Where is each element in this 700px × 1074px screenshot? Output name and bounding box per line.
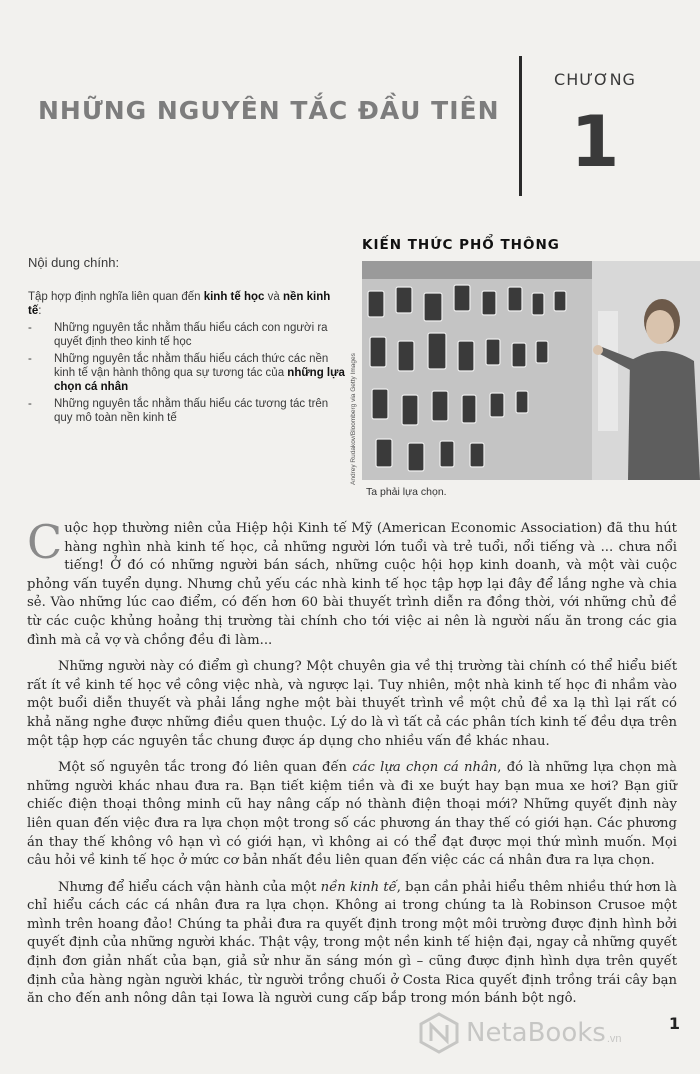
body-text <box>27 515 678 1017</box>
paragraph: Những người này có điểm gì chung? Một chuyên gia về thị trường tài chính có thể hiểu biết rất ít về kinh tế học về công việc nhà, và ngược lại. Tuy nhiên, một nhà kinh tế học đi nhầm vào một buổi diễn thuyết và phải lắng nghe một bài thuyết trình về một chủ đề xa lạ thì lại rất có khả năng nghe được những điều quen thuộc. Lý do là vì tất cả các phân tích kinh tế đều dựa trên một tập hợp các nguyên tắc chung được áp dụng cho nhiều vấn đề khác nhau. <box>27 659 677 749</box>
bullet-text: Những nguyên tắc nhằm thấu hiểu cách thức các nền kinh tế vận hành thông qua sự tương tác của <box>54 353 329 379</box>
watermark-suffix: .vn <box>606 1033 622 1045</box>
photo-credit: Andrey Rudakov/Bloomberg via Getty Images <box>350 353 357 485</box>
bullet-bold: những lựa chọn cá nhân <box>54 367 345 393</box>
bullet-text: Những nguyên tắc nhằm thấu hiểu cách con người ra quyết định theo kinh tế học <box>54 322 328 348</box>
paragraph-emphasis: các lựa chọn cá nhân <box>352 760 498 776</box>
key-content-bullet <box>28 321 346 349</box>
bullet-dash: - <box>28 398 32 410</box>
intro-text: Tập hợp định nghĩa liên quan đến <box>28 291 204 303</box>
page-number: 1 <box>668 1014 680 1033</box>
bullet-dash: - <box>28 322 32 334</box>
key-content-bullet <box>28 352 346 394</box>
chapter-title: NHỮNG NGUYÊN TẮC ĐẦU TIÊN <box>38 96 500 125</box>
paragraph-text: uộc họp thường niên của Hiệp hội Kinh tế Mỹ (American Economic Association) đã thu hút hàng nghìn nhà kinh tế học, cả những người lớn tuổi và trẻ tuổi, nổi tiếng và ... chưa nổi tiếng! Ở đó có những người bán sách, những cuộc hội họp kinh doanh, và một vài cuộc phỏng vấn tuyển dụng. Nhưng chủ yếu các nhà kinh tế học tập hợp lại đây để lắng nghe và chia sẻ. Vào những lúc cao điểm, có đến hơn 60 bài thuyết trình diễn ra đồng thời, với những chủ đề từ các cuộc khủng hoảng thị trường tài chính cho tới việc ai nên là người nấu ăn trong các gia đình mà cả vợ và chồng đều đi làm... <box>27 521 677 648</box>
watermark <box>418 1012 622 1054</box>
paragraph <box>27 759 677 871</box>
phone-store-photo <box>362 261 700 480</box>
chapter-number: 1 <box>570 101 620 183</box>
intro-bold-economics: kinh tế học <box>203 291 265 303</box>
bullet-text: Những nguyên tắc nhằm thấu hiểu các tương tác trên quy mô toàn nền kinh tế <box>54 398 329 424</box>
key-content-heading: Nội dung chính: <box>28 255 120 270</box>
paragraph-text: Một số nguyên tắc trong đó liên quan đến <box>58 760 353 776</box>
paragraph-text: , đó là những lựa chọn mà những người khác nhau đưa ra. Bạn tiết kiệm tiền và đi xe buýt hay bạn mua xe hơi? Bạn giữ chiếc điện thoại thông minh cũ hay nâng cấp nó thành điện thoại mới? Những quyết định này liên quan đến việc đưa ra lựa chọn một trong số các phương án thay thế có giới hạn. Các phương án thay thế không vô hạn vì có giới hạn, vì không ai có thể đạt được mọi thứ mình muốn. Mọi câu hỏi về kinh tế học ở mức cơ bản nhất đều liên quan đến việc các cá nhân đưa ra lựa chọn. <box>27 760 677 869</box>
photo-caption: Ta phải lựa chọn. <box>366 486 447 498</box>
paragraph <box>27 879 677 1009</box>
netabooks-logo-icon <box>418 1012 460 1054</box>
watermark-text: NetaBooks <box>466 1018 606 1048</box>
intro-bold-economy: nền kinh tế <box>28 291 331 317</box>
key-content-bullet <box>28 397 346 425</box>
intro-text-mid: và <box>264 291 283 303</box>
intro-suffix: : <box>38 305 42 317</box>
bullet-dash: - <box>28 353 32 365</box>
paragraph <box>27 515 677 650</box>
paragraph-emphasis: nền kinh tế <box>320 879 397 895</box>
key-content-box <box>28 256 346 428</box>
photo-heading: KIẾN THỨC PHỔ THÔNG <box>362 237 560 253</box>
chapter-label: CHƯƠNG <box>554 70 636 89</box>
drop-cap: C <box>27 515 63 569</box>
paragraph-text: Nhưng để hiểu cách vận hành của một <box>58 879 321 895</box>
phone-store-illustration <box>362 261 700 480</box>
paragraph-text: , bạn cần phải hiểu thêm nhiều thứ hơn là chỉ hiểu cách các cá nhân đưa ra lựa chọn. Không ai trong chúng ta là Robinson Crusoe một mình trên hoang đảo! Chúng ta phải đưa ra quyết định trong một môi trường được định hình bởi quyết định của những người khác. Thật vậy, trong một nền kinh tế hiện đại, ngay cả những quyết định đơn giản nhất của bạn, giả sử như ăn sáng món gì – cũng được định hình dựa trên quyết định của hàng ngàn người khác, từ người trồng chuối ở Costa Rica quyết định trồng trái cây bạn ăn cho đến anh nông dân tại Iowa là người cung cấp bắp trong món bánh bột ngô. <box>27 879 678 1007</box>
key-content-intro <box>28 290 346 318</box>
chapter-divider <box>519 56 522 196</box>
